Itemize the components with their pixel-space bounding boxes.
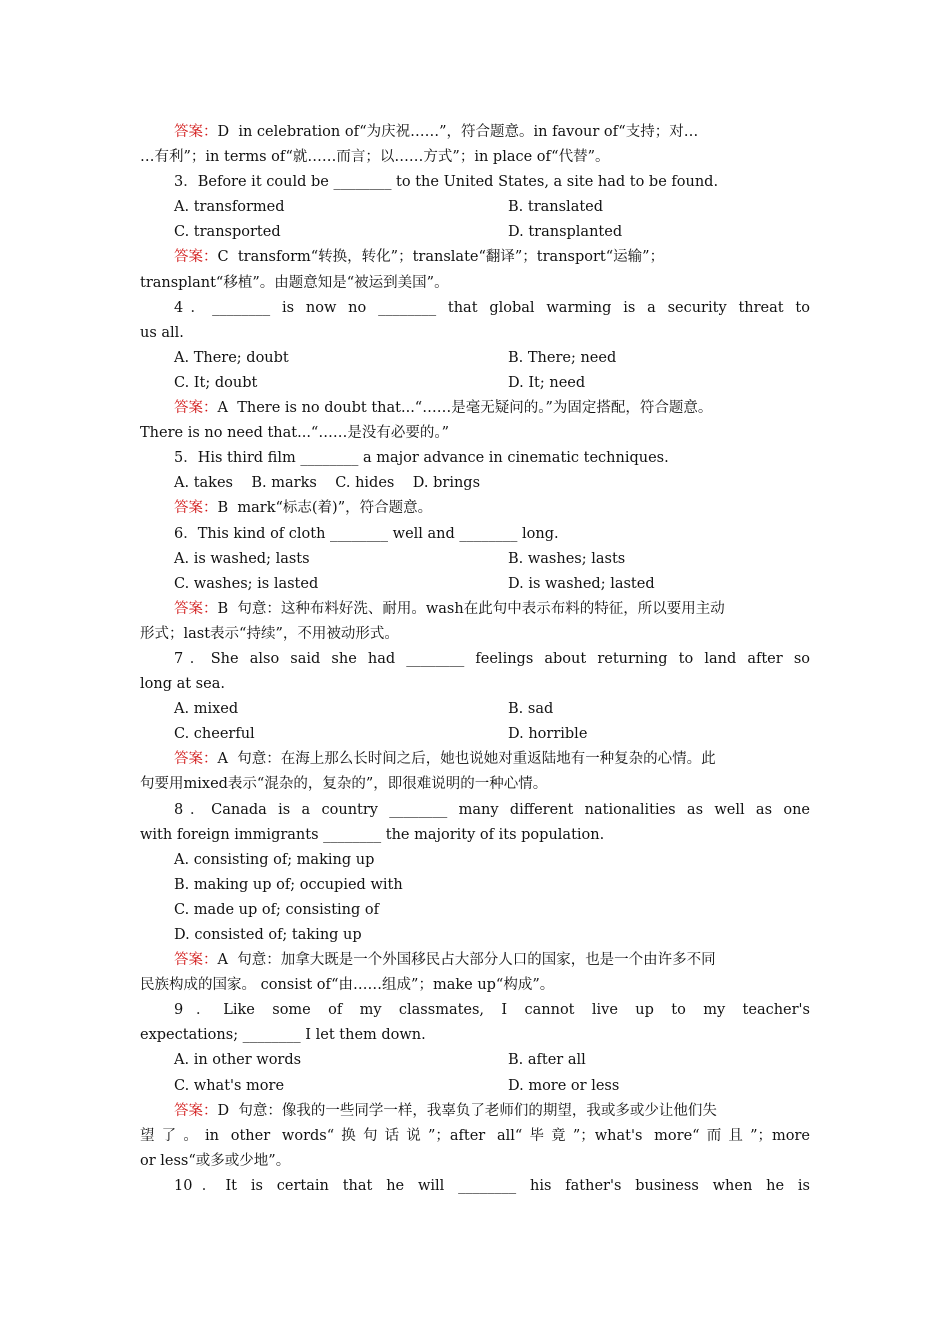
option: B. washes; lasts — [508, 550, 626, 567]
answer-continuation: transplant“移植”。由题意知是“被运到美国”。 — [140, 274, 449, 291]
option: C. washes; is lasted — [174, 575, 319, 592]
answer-text: D 句意：像我的一些同学一样，我辜负了老师们的期望，我或多或少让他们失 — [217, 1102, 717, 1119]
question-3: 3．Before it could be ________ to the United States, a site had to be found. — [174, 174, 719, 191]
question-8: 8．Canada is a country ________ many different nationalities as well as one — [174, 801, 810, 818]
options-row — [140, 572, 810, 597]
option: B. translated — [508, 199, 604, 216]
answer-continuation: 望了。in other words“换句话说”；after all“毕竟”；what's more“而且”；more — [140, 1127, 810, 1144]
option: B. after all — [508, 1052, 586, 1069]
answer-text: A There is no doubt that...“……是毫无疑问的。”为固定搭配，符合题意。 — [217, 400, 713, 417]
answer-line — [140, 245, 810, 270]
answer-line — [140, 1099, 810, 1124]
question-continuation: us all. — [140, 324, 184, 341]
option: D. It; need — [508, 374, 586, 391]
answer-text: B 句意：这种布料好洗、耐用。wash在此句中表示布料的特征，所以要用主动 — [217, 600, 725, 617]
answer-text: D in celebration of“为庆祝……”，符合题意。in favour of“支持；对… — [217, 124, 699, 140]
option: D. consisted of; taking up — [174, 927, 362, 943]
answer-label: 答案： — [174, 600, 218, 617]
options-inline: A. takes B. marks C. hides D. brings — [174, 475, 481, 492]
answer-line — [140, 396, 810, 421]
options-row — [140, 1074, 810, 1099]
option: A. There; doubt — [174, 349, 289, 366]
question-7: 7．She also said she had ________ feelings about returning to land after so — [174, 650, 810, 667]
options-row — [140, 195, 810, 220]
answer-text: A 句意：在海上那么长时间之后，她也说她对重返陆地有一种复杂的心情。此 — [217, 751, 716, 768]
question-10: 10．It is certain that he will ________ his father's business when he is — [174, 1177, 810, 1194]
option: C. what's more — [174, 1077, 285, 1094]
option: B. making up of; occupied with — [174, 876, 403, 893]
answer-label: 答案： — [174, 1102, 218, 1119]
answer-continuation: or less“或多或少地”。 — [140, 1152, 291, 1169]
answer-text: B mark“标志(着)”，符合题意。 — [217, 500, 433, 517]
question-continuation: expectations; ________ I let them down. — [140, 1027, 426, 1044]
option: D. more or less — [508, 1077, 620, 1094]
answer-continuation: …有利”；in terms of“就……而言；以……方式”；in place of“代替”。 — [140, 149, 610, 166]
answer-continuation: 民族构成的国家。 consist of“由……组成”；make up“构成”。 — [140, 977, 555, 994]
option: D. is washed; lasted — [508, 575, 655, 592]
answer-label: 答案： — [174, 751, 218, 768]
options-row — [140, 220, 810, 245]
question-continuation: with foreign immigrants ________ the majority of its population. — [140, 826, 605, 843]
answer-label: 答案： — [174, 249, 218, 266]
answer-continuation: There is no need that...“……是没有必要的。” — [140, 425, 450, 442]
option: A. in other words — [174, 1052, 302, 1069]
options-row — [140, 1048, 810, 1073]
option: D. transplanted — [508, 224, 623, 241]
options-row — [140, 697, 810, 722]
question-9: 9．Like some of my classmates, I cannot live up to my teacher's — [174, 1002, 810, 1019]
answer-label: 答案： — [174, 500, 218, 517]
answer-label: 答案： — [174, 952, 218, 969]
option: A. transformed — [174, 199, 285, 216]
answer-text: A 句意：加拿大既是一个外国移民占大部分人口的国家，也是一个由许多不同 — [217, 952, 716, 969]
options-row — [140, 371, 810, 396]
option: C. It; doubt — [174, 374, 258, 391]
answer-continuation: 句要用mixed表示“混杂的，复杂的”，即很难说明的一种心情。 — [140, 776, 548, 793]
answer-line — [140, 948, 810, 973]
question-5: 5．His third film ________ a major advance in cinematic techniques. — [174, 450, 669, 467]
question-6: 6．This kind of cloth ________ well and ________ long. — [174, 525, 559, 542]
option: B. sad — [508, 701, 554, 718]
question-continuation: long at sea. — [140, 676, 225, 693]
option: A. mixed — [174, 701, 239, 718]
option: C. made up of; consisting of — [174, 901, 379, 918]
answer-label: 答案： — [174, 124, 218, 140]
answer-text: C transform“转换，转化”；translate“翻译”；transport“运输”； — [217, 249, 665, 266]
options-row — [140, 547, 810, 572]
answer-continuation: 形式；last表示“持续”，不用被动形式。 — [140, 625, 399, 642]
answer-line — [140, 747, 810, 772]
options-row — [140, 722, 810, 747]
document-page — [140, 120, 810, 1199]
option: D. horrible — [508, 726, 588, 743]
answer-line — [140, 496, 810, 521]
options-row — [140, 346, 810, 371]
answer-label: 答案： — [174, 400, 218, 417]
answer-line — [140, 597, 810, 622]
answer-line — [140, 120, 810, 145]
option: C. cheerful — [174, 726, 255, 743]
option: C. transported — [174, 224, 281, 241]
option: B. There; need — [508, 349, 617, 366]
question-4: 4．________ is now no ________ that global warming is a security threat to — [174, 299, 810, 316]
option: A. is washed; lasts — [174, 550, 310, 567]
option: A. consisting of; making up — [174, 851, 375, 868]
